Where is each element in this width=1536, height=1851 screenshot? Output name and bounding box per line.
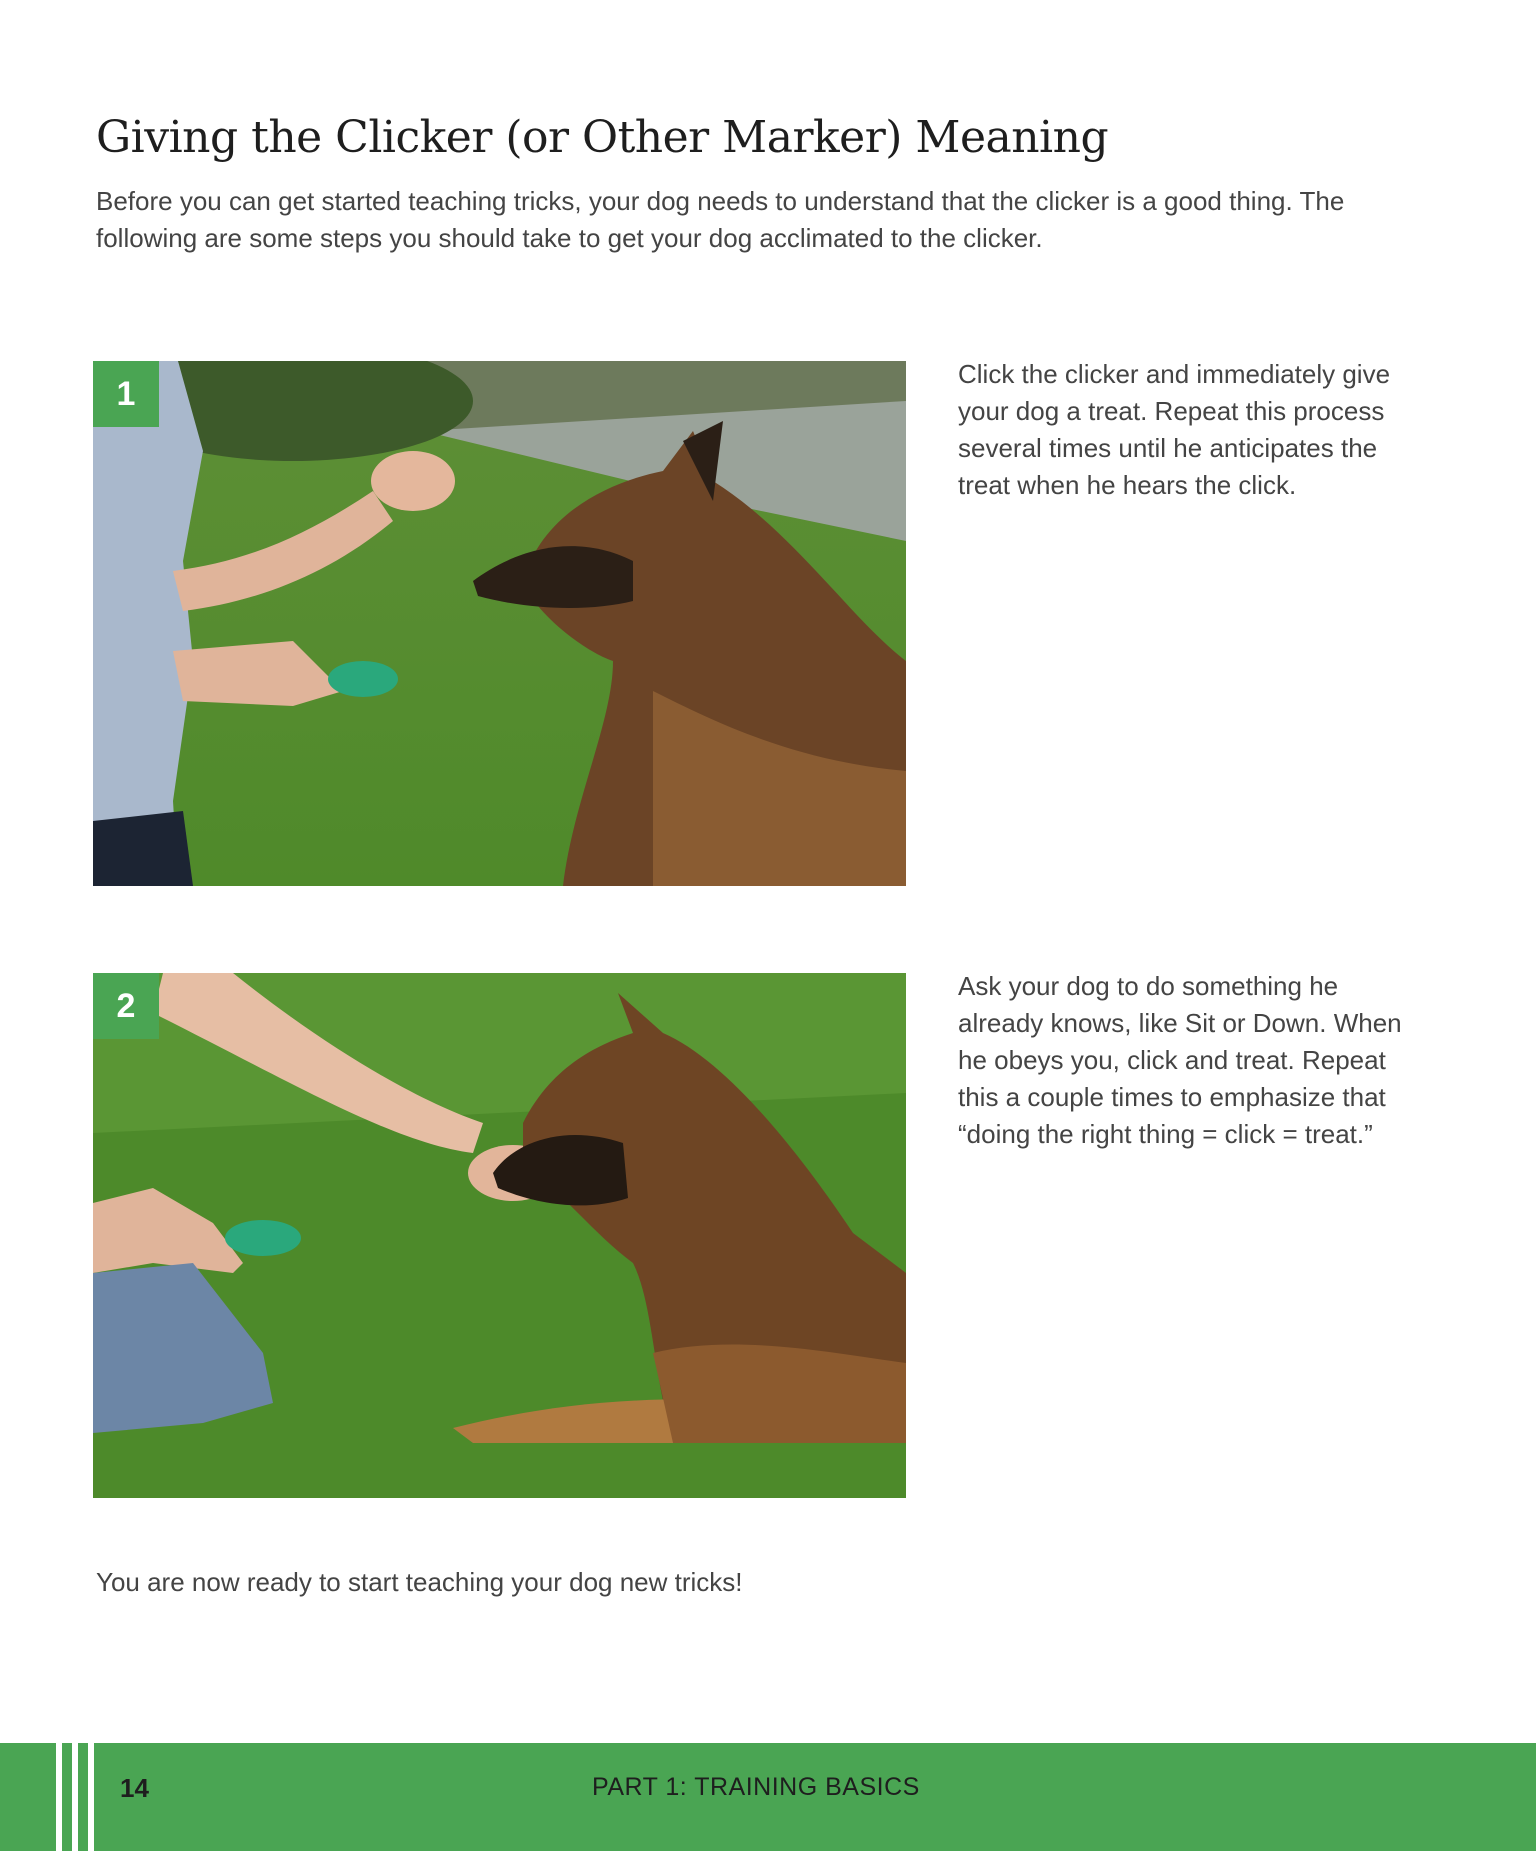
footer-stripe-decoration (72, 1743, 78, 1851)
step-badge: 2 (93, 973, 159, 1039)
step-2-text: Ask your dog to do something he already knows, like Sit or Down. When he obeys you, click and treat. Repeat this a couple times to emphasize that “doing the right thing = click = treat.” (958, 971, 1402, 1149)
page-footer (0, 1743, 1536, 1851)
running-head: PART 1: TRAINING BASICS (592, 1773, 920, 1801)
footer-stripe-decoration (88, 1743, 94, 1851)
footer-stripe-decoration (56, 1743, 62, 1851)
step-2-photo (93, 973, 906, 1498)
step-2-photo-illustration (93, 973, 906, 1498)
step-badge: 1 (93, 361, 159, 427)
step-1-photo-illustration (93, 361, 906, 886)
step-1-text: Click the clicker and immediately give your dog a treat. Repeat this process several times until he anticipates the treat when he hears the click. (958, 359, 1391, 500)
step-1-photo (93, 361, 906, 886)
section-title: Giving the Clicker (or Other Marker) Meaning (96, 112, 1109, 163)
page-number: 14 (120, 1773, 149, 1803)
intro-paragraph: Before you can get started teaching tricks, your dog needs to understand that the clicker is a good thing. The following are some steps you should take to get your dog acclimated to the clicker. (96, 186, 1345, 253)
closing-paragraph: You are now ready to start teaching your dog new tricks! (96, 1567, 743, 1597)
